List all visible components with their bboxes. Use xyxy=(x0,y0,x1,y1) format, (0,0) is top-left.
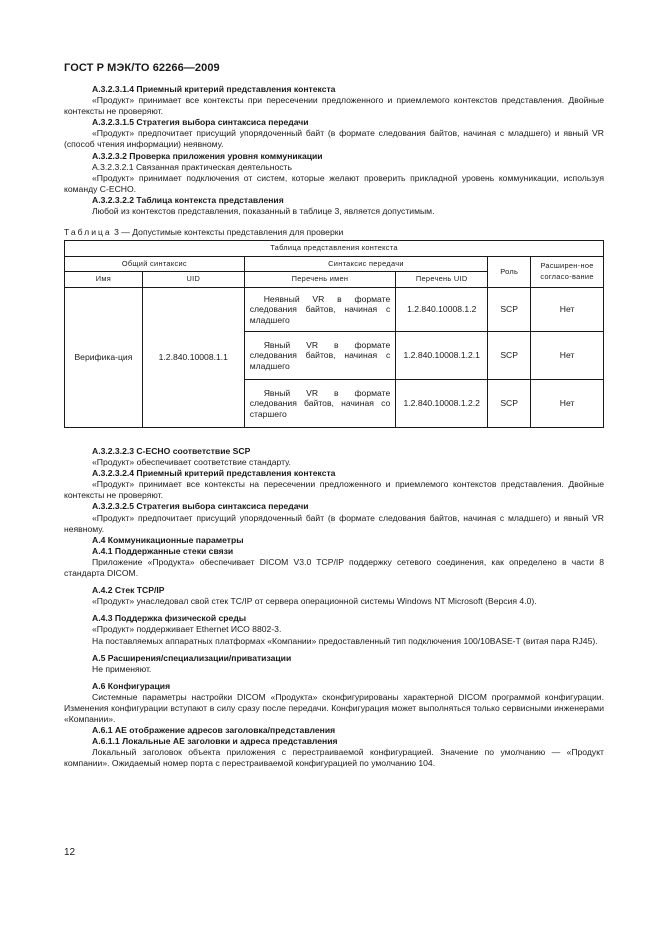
presentation-context-table xyxy=(64,240,604,428)
role-value: SCP xyxy=(488,380,531,428)
section-heading: А.3.2.3.2 Проверка приложения уровня коммуникации xyxy=(92,150,323,161)
header-names-list: Перечень имен xyxy=(244,272,396,288)
paragraph: «Продукт» принимает подключения от систем, которые желают проверить прикладной уровень коммуникации, используя команду C-ECHO. xyxy=(64,172,604,194)
section-heading: А.4.2 Стек TCP/IP xyxy=(92,585,165,596)
paragraph: Не применяют. xyxy=(92,663,152,674)
table-caption-label: Таблица xyxy=(64,227,112,238)
bottom-section xyxy=(64,446,604,770)
paragraph: На поставляемых аппаратных платформах «Компании» предоставленный тип подключения 100/10BASE-T (витая пара RJ45). xyxy=(92,635,598,646)
section-heading: А.3.2.3.2.2 Таблица контекста представления xyxy=(92,194,284,205)
header-abstract-syntax: Общий синтаксис xyxy=(65,256,245,272)
paragraph: Системные параметры настройки DICOM «Продукта» сконфигурированы характерной DICOM программой конфигурации. Изменения конфигурации вступают в силу сразу после передачи. Конфигурация может выполняться только сервисными инженерами «Компании». xyxy=(64,691,604,725)
role-value: SCP xyxy=(488,288,531,332)
transfer-syntax-name-text: Неявный VR в формате следования байтов, начиная с младшего xyxy=(249,293,391,325)
extended-negotiation-value: Нет xyxy=(531,332,604,380)
paragraph: А.3.2.3.2.1 Связанная практическая деятельность xyxy=(92,161,292,172)
table-caption-text: 3 — Допустимые контексты представления для проверки xyxy=(114,227,344,238)
extended-negotiation-value: Нет xyxy=(531,380,604,428)
section-heading: А.6.1 AE отображение адресов заголовка/представления xyxy=(92,725,336,736)
section-heading: А.4.1 Поддержанные стеки связи xyxy=(92,545,234,556)
transfer-syntax-name xyxy=(244,380,396,428)
header-extended-negotiation: Расширен-ное согласо-вание xyxy=(531,256,604,287)
section-heading: А.3.2.3.2.5 Стратегия выбора синтаксиса передачи xyxy=(92,501,309,512)
section-heading: А.3.2.3.2.3 C-ECHO соответствие SCP xyxy=(92,446,251,456)
table-caption xyxy=(64,227,604,238)
paragraph: «Продукт» унаследовал свой стек TC/IP от сервера операционной системы Windows NT Microsoft (Версия 4.0). xyxy=(92,596,537,607)
section-heading: А.6 Конфигурация xyxy=(92,680,171,691)
paragraph: «Продукт» поддерживает Ethernet ИСО 8802-3. xyxy=(92,624,282,635)
section-heading: А.3.2.3.1.5 Стратегия выбора синтаксиса передачи xyxy=(92,117,309,128)
header-name: Имя xyxy=(65,272,143,288)
paragraph: Локальный заголовок объекта приложения с перестраиваемой конфигурацией. Значение по умолчанию — «Продукт компании». Ожидаемый номер порта с перестраиваемой конфигурацией по умолчанию 104. xyxy=(64,747,604,769)
top-section xyxy=(64,84,604,217)
abstract-syntax-uid: 1.2.840.10008.1.1 xyxy=(142,288,244,428)
transfer-syntax-name-text: Явный VR в формате следования байтов, начиная с младшего xyxy=(249,339,391,371)
paragraph: Любой из контекстов представления, показанный в таблице 3, является допустимым. xyxy=(92,206,435,217)
role-value: SCP xyxy=(488,332,531,380)
header-transfer-syntax: Синтаксис передачи xyxy=(244,256,487,272)
transfer-syntax-name-text: Явный VR в формате следования байтов, начиная со старшего xyxy=(249,387,391,419)
transfer-syntax-name xyxy=(244,332,396,380)
page-number: 12 xyxy=(64,847,76,858)
header-uid-list: Перечень UID xyxy=(396,272,488,288)
paragraph: «Продукт» принимает все контексты при пересечении предложенного и приемлемого контекстов представления. Двойные контексты не проверяют. xyxy=(64,95,604,117)
transfer-syntax-uid: 1.2.840.10008.1.2 xyxy=(396,288,488,332)
section-heading: А.6.1.1 Локальные AE заголовки и адреса представления xyxy=(92,736,338,747)
transfer-syntax-name xyxy=(244,288,396,332)
paragraph: Приложение «Продукта» обеспечивает DICOM V3.0 TCP/IP поддержку сетевого соединения, как определено в части 8 стандарта DICOM. xyxy=(64,556,604,579)
extended-negotiation-value: Нет xyxy=(531,288,604,332)
transfer-syntax-uid: 1.2.840.10008.1.2.1 xyxy=(396,332,488,380)
page-content xyxy=(64,84,604,770)
header-role: Роль xyxy=(488,256,531,287)
paragraph: «Продукт» предпочитает присущий упорядоченный байт (в формате следования байтов, начиная с младшего) и явный VR неявному. xyxy=(64,512,604,534)
paragraph: «Продукт» обеспечивает соответствие стандарту. xyxy=(92,457,291,468)
paragraph: «Продукт» принимает все контексты на пересечении предложенного и приемлемого контекстов представления. Двойные контексты не проверяют. xyxy=(64,479,604,501)
table-row xyxy=(65,288,604,332)
abstract-syntax-name: Верифика-ция xyxy=(65,288,143,428)
document-header: ГОСТ Р МЭК/ТО 62266—2009 xyxy=(64,62,220,74)
section-heading: А.3.2.3.2.4 Приемный критерий представления контекста xyxy=(92,468,336,479)
section-heading: А.3.2.3.1.4 Приемный критерий представления контекста xyxy=(92,84,336,94)
section-heading: А.4.3 Поддержка физической среды xyxy=(92,613,247,624)
paragraph: «Продукт» предпочитает присущий упорядоченный байт (в формате следования байтов, начиная с младшего) и явный VR (способ чтения информации) неявному. xyxy=(64,128,604,150)
section-heading: А.4 Коммуникационные параметры xyxy=(92,534,244,545)
table-title: Таблица представления контекста xyxy=(65,241,604,257)
header-uid: UID xyxy=(142,272,244,288)
transfer-syntax-uid: 1.2.840.10008.1.2.2 xyxy=(396,380,488,428)
section-heading: А.5 Расширения/специализации/приватизации xyxy=(92,652,292,663)
